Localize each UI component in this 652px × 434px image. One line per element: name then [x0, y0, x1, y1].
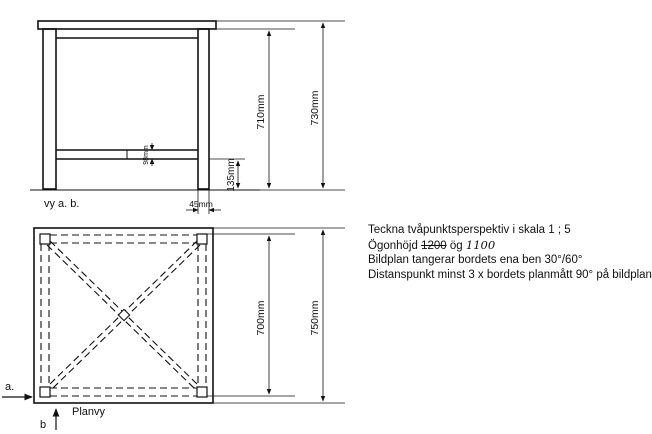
- arrow-b-label: b: [40, 419, 47, 431]
- plan-leg-tr: [197, 234, 207, 244]
- eye-height-middle: ög: [449, 239, 463, 252]
- dim-710-label: 710mm: [255, 94, 267, 130]
- instruction-line-3: Bildplan tangerar bordets ena ben 30°/60°: [368, 254, 583, 266]
- table-top: [38, 21, 216, 29]
- dim-135-label: 135mm: [226, 158, 237, 192]
- front-view-label: vy a. b.: [44, 198, 80, 210]
- handwritten-value: 1100: [465, 237, 496, 252]
- eye-height-prefix: Ögonhöjd: [368, 239, 418, 252]
- dim-730-label: 730mm: [309, 90, 321, 126]
- plan-view: [34, 228, 213, 403]
- dim-45-label: 45mm: [189, 199, 213, 209]
- instruction-line-4: Distanspunkt minst 3 x bordets planmått 90° på bildplan: [368, 268, 652, 281]
- plan-dimensions: [2, 228, 345, 430]
- plan-leg-bl: [40, 387, 50, 397]
- plan-leg-br: [197, 387, 207, 397]
- dim-700-label: 700mm: [255, 300, 267, 336]
- dim-98-label: 98mm: [143, 145, 150, 165]
- right-leg: [198, 29, 209, 189]
- plan-leg-tl: [40, 234, 50, 244]
- struck-value: 1200: [421, 239, 447, 252]
- instruction-line-1: Teckna tvåpunktsperspektiv i skala 1 ; 5: [368, 224, 571, 236]
- left-leg: [43, 29, 56, 189]
- dim-750-label: 750mm: [309, 300, 321, 336]
- arrow-a-label: a.: [5, 381, 15, 393]
- plan-center-block: [118, 309, 129, 320]
- instructions-block: [368, 223, 652, 282]
- plan-view-label: Planvy: [72, 406, 106, 418]
- instruction-line-2: [368, 238, 652, 254]
